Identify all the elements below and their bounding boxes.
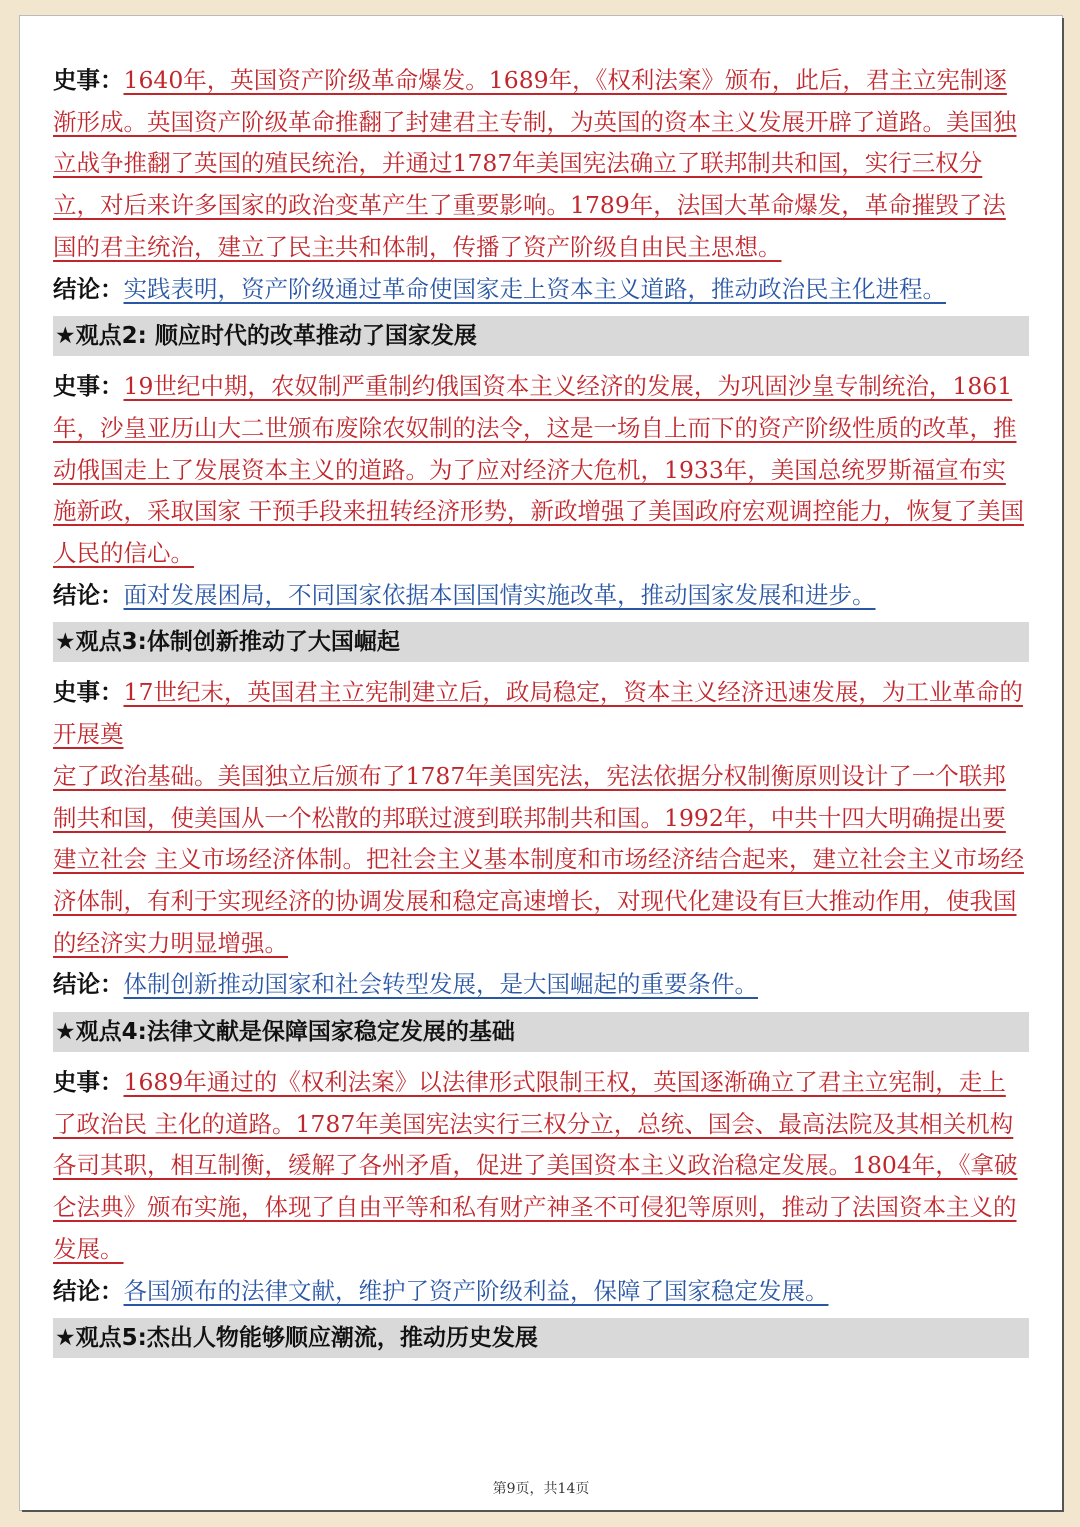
- conclusion-label: 结论：: [53, 274, 124, 303]
- fact-paragraph: [53, 60, 1029, 269]
- page-content: [53, 60, 1029, 1368]
- section-4: [53, 1062, 1029, 1312]
- section-2: [53, 366, 1029, 616]
- fact-label: 史事：: [53, 678, 124, 707]
- fact-text: 17世纪末，英国君主立宪制建立后，政局稳定，资本主义经济迅速发展，为工业革命的开展奠: [53, 678, 1023, 749]
- conclusion-label: 结论：: [53, 580, 124, 609]
- fact-paragraph: [53, 1062, 1029, 1271]
- viewpoint-4-heading: ★观点4:法律文献是保障国家稳定发展的基础: [53, 1012, 1029, 1052]
- conclusion-label: 结论：: [53, 1276, 124, 1305]
- fact-text: 19世纪中期，农奴制严重制约俄国资本主义经济的发展，为巩固沙皇专制统治，1861年，沙皇亚历山大二世颁布废除农奴制的法令，这是一场自上而下的资产阶级性质的改革，推动俄国走上了发展资本主义的道路。为了应对经济大危机，1933年，美国总统罗斯福宣布实施新政，采取国家 干预手段来扭转经济形势，新政增强了美国政府宏观调控能力，恢复了美国人民的信心。: [53, 372, 1024, 568]
- document-page: [20, 16, 1062, 1510]
- viewpoint-2-heading: ★观点2: 顺应时代的改革推动了国家发展: [53, 316, 1029, 356]
- conclusion-paragraph: [53, 575, 1029, 617]
- conclusion-paragraph: [53, 964, 1029, 1006]
- page-number: 第9页，共14页: [492, 1481, 590, 1497]
- fact-paragraph: [53, 672, 1029, 755]
- section-1: [53, 60, 1029, 310]
- fact-text-continued: 定了政治基础。美国独立后颁布了1787年美国宪法，宪法依据分权制衡原则设计了一个联邦制共和国，使美国从一个松散的邦联过渡到联邦制共和国。1992年，中共十四大明确提出要建立社会 主义市场经济体制。把社会主义基本制度和市场经济结合起来，建立社会主义市场经济体制，有利于实现经济的协调发展和稳定高速增长，对现代化建设有巨大推动作用，使我国的经济实力明显增强。: [53, 761, 1024, 957]
- conclusion-text: 各国颁布的法律文献，维护了资产阶级利益，保障了国家稳定发展。: [123, 1276, 829, 1305]
- conclusion-label: 结论：: [53, 970, 124, 999]
- fact-label: 史事：: [53, 66, 124, 94]
- fact-paragraph-continued: [53, 756, 1029, 965]
- conclusion-text: 体制创新推动国家和社会转型发展，是大国崛起的重要条件。: [123, 970, 758, 999]
- conclusion-paragraph: [53, 269, 1029, 311]
- conclusion-paragraph: [53, 1271, 1029, 1313]
- section-3: [53, 672, 1029, 1006]
- fact-text: 1640年，英国资产阶级革命爆发。1689年，《权利法案》颁布，此后，君主立宪制逐渐形成。英国资产阶级革命推翻了封建君主专制，为英国的资本主义发展开辟了道路。美国独立战争推翻了英国的殖民统治，并通过1787年美国宪法确立了联邦制共和国，实行三权分立，对后来许多国家的政治变革产生了重要影响。1789年，法国大革命爆发，革命摧毁了法国的君主统治，建立了民主共和体制，传播了资产阶级自由民主思想。: [53, 66, 1017, 261]
- fact-paragraph: [53, 366, 1029, 575]
- conclusion-text: 面对发展困局，不同国家依据本国国情实施改革，推动国家发展和进步。: [123, 580, 876, 609]
- viewpoint-3-heading: ★观点3:体制创新推动了大国崛起: [53, 622, 1029, 662]
- fact-label: 史事：: [53, 372, 124, 401]
- viewpoint-5-heading: ★观点5:杰出人物能够顺应潮流，推动历史发展: [53, 1318, 1029, 1358]
- fact-text: 1689年通过的《权利法案》以法律形式限制王权，英国逐渐确立了君主立宪制，走上了政治民 主化的道路。1787年美国宪法实行三权分立，总统、国会、最高法院及其相关机构各司其职，相互制衡，缓解了各州矛盾，促进了美国资本主义政治稳定发展。1804年，《拿破仑法典》颁布实施，体现了自由平等和私有财产神圣不可侵犯等原则，推动了法国资本主义的发展。: [53, 1068, 1018, 1263]
- conclusion-text: 实践表明，资产阶级通过革命使国家走上资本主义道路，推动政治民主化进程。: [123, 274, 946, 303]
- fact-label: 史事：: [53, 1068, 124, 1097]
